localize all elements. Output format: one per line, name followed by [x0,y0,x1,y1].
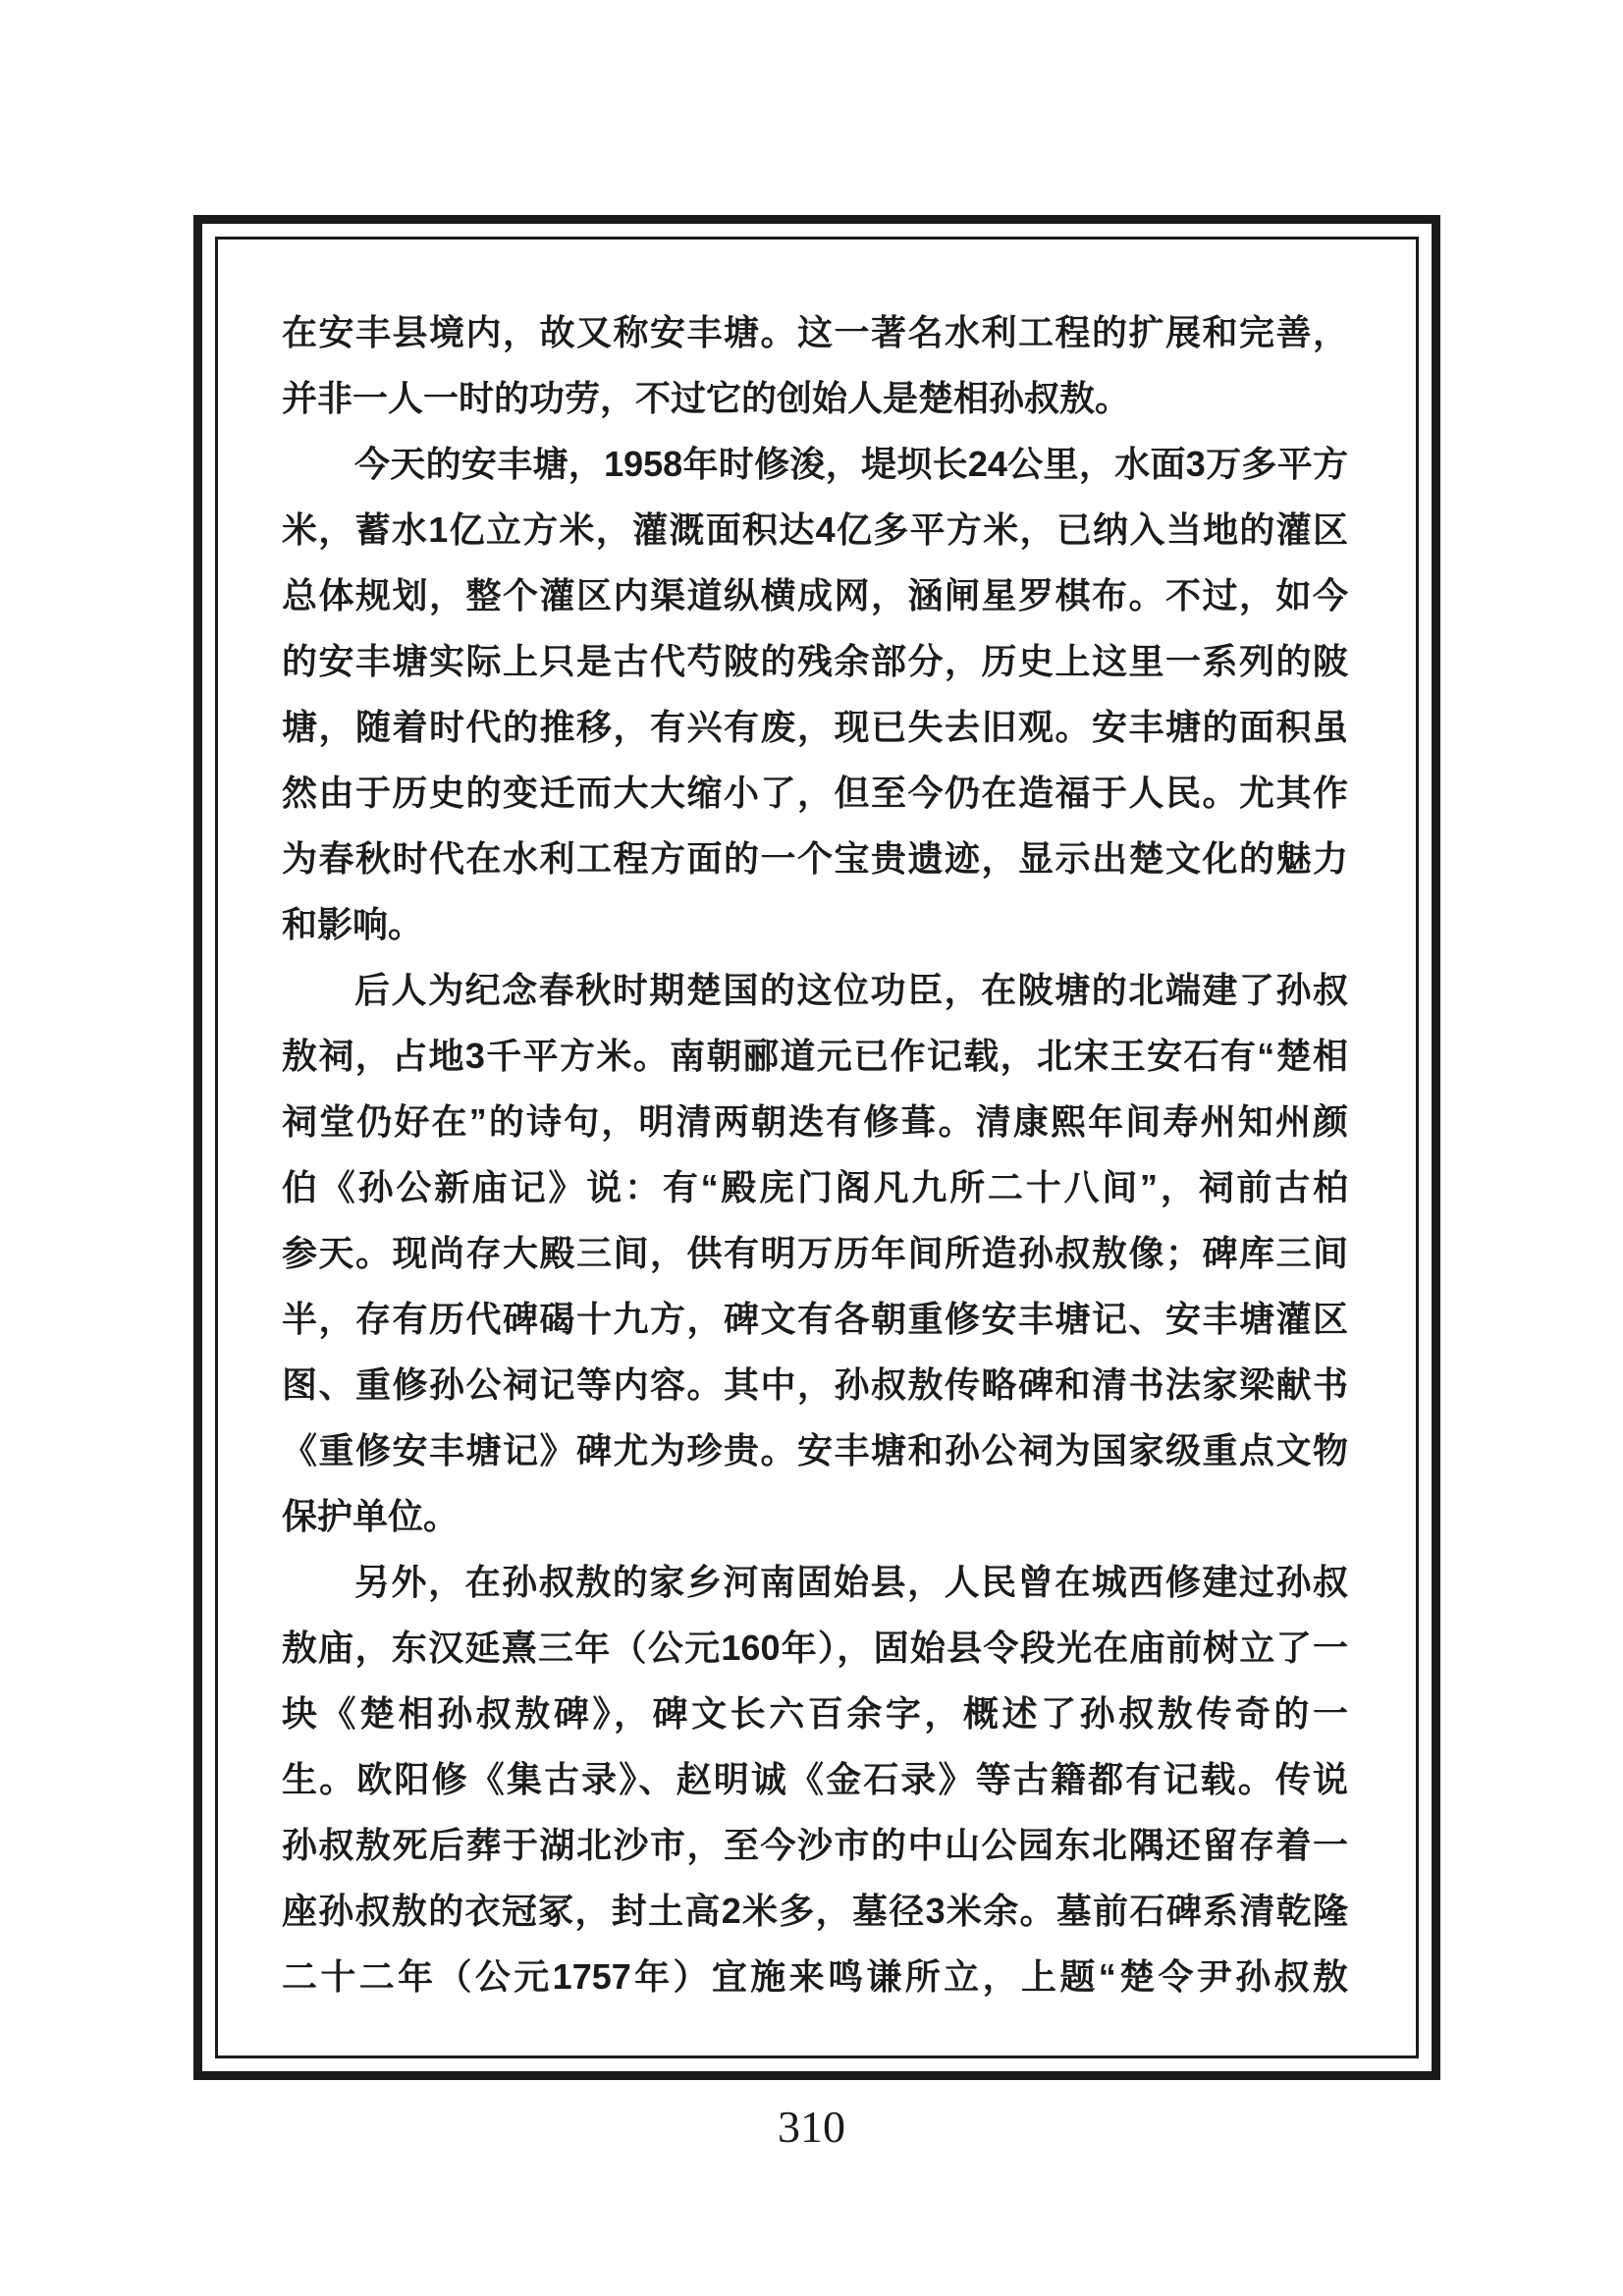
text-line: 块《楚相孙叔敖碑》，碑文长六百余字，概述了孙叔敖传奇的一 [282,1693,1348,1734]
text-block [282,299,1348,2016]
text-line: 《重修安丰塘记》碑尤为珍贵。安丰塘和孙公祠为国家级重点文物 [282,1430,1348,1470]
text-line: 孙叔敖死后葬于湖北沙市，至今沙市的中山公园东北隅还留存着一 [282,1825,1348,1865]
text-line: 保护单位。 [282,1496,460,1536]
text-line: 今天的安丰塘，1958年时修浚，堤坝长24公里，水面3万多平方 [354,444,1348,484]
text-line: 总体规划，整个灌区内渠道纵横成网，涵闸星罗棋布。不过，如今 [282,575,1348,615]
text-line: 的安丰塘实际上只是古代芍陂的残余部分，历史上这里一系列的陂 [282,641,1348,681]
text-line: 参天。现尚存大殿三间，供有明万历年间所造孙叔敖像；碑库三间 [282,1233,1348,1273]
page-border-inner [215,237,1419,2058]
text-line: 敖祠，占地3千平方米。南朝郦道元已作记载，北宋王安石有“楚相 [282,1036,1348,1076]
text-line: 为春秋时代在水利工程方面的一个宝贵遗迹，显示出楚文化的魅力 [282,838,1348,879]
text-line: 然由于历史的变迁而大大缩小了，但至今仍在造福于人民。尤其作 [282,773,1348,813]
text-line: 图、重修孙公祠记等内容。其中，孙叔敖传略碑和清书法家梁献书 [282,1364,1348,1405]
text-line: 伯《孙公新庙记》说：有“殿庑门阁凡九所二十八间”，祠前古柏 [282,1167,1348,1207]
text-line: 后人为纪念春秋时期楚国的这位功臣，在陂塘的北端建了孙叔 [354,970,1348,1010]
text-line: 敖庙，东汉延熹三年（公元160年），固始县令段光在庙前树立了一 [282,1628,1348,1668]
text-line: 并非一人一时的功劳，不过它的创始人是楚相孙叔敖。 [282,378,1131,418]
text-line: 在安丰县境内，故又称安丰塘。这一著名水利工程的扩展和完善， [282,312,1348,352]
text-line: 半，存有历代碑碣十九方，碑文有各朝重修安丰塘记、安丰塘灌区 [282,1299,1348,1339]
text-line: 座孙叔敖的衣冠冢，封土高2米多，墓径3米余。墓前石碑系清乾隆 [282,1891,1348,1931]
text-line: 二十二年（公元1757年）宜施来鸣谦所立，上题“楚令尹孙叔敖 [282,1956,1348,1997]
text-line: 另外，在孙叔敖的家乡河南固始县，人民曾在城西修建过孙叔 [354,1562,1348,1602]
text-line: 生。欧阳修《集古录》、赵明诚《金石录》等古籍都有记载。传说 [282,1759,1348,1799]
text-line: 祠堂仍好在”的诗句，明清两朝迭有修葺。清康熙年间寿州知州颜 [282,1101,1348,1142]
text-line: 米，蓄水1亿立方米，灌溉面积达4亿多平方米，已纳入当地的灌区 [282,509,1348,550]
text-line: 塘，随着时代的推移，有兴有废，现已失去旧观。安丰塘的面积虽 [282,707,1348,747]
text-line: 和影响。 [282,904,424,944]
page-number: 310 [778,2102,845,2152]
page-border-outer [193,215,1440,2080]
